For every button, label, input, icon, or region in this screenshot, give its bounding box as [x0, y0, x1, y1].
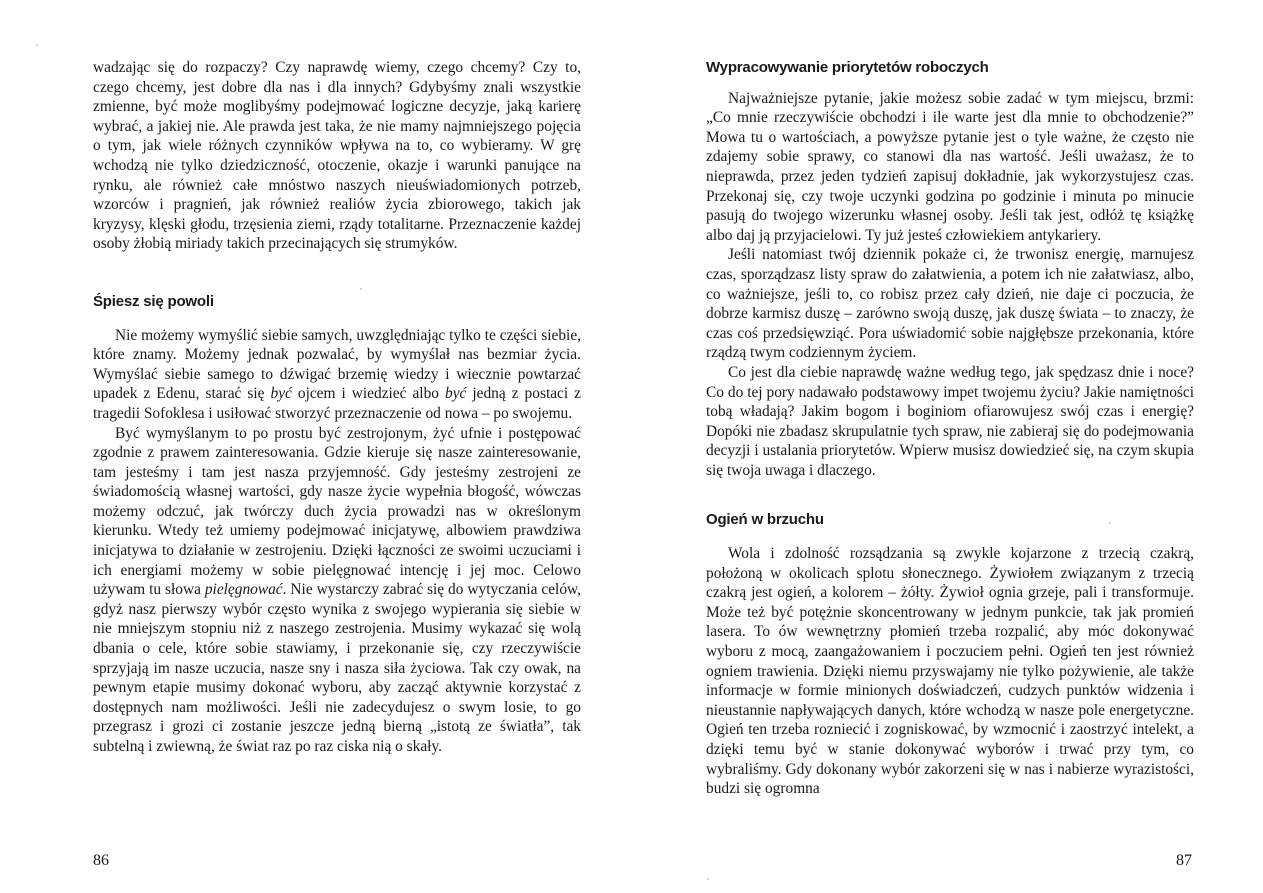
right-paragraph-3: Co jest dla ciebie naprawdę ważne według tego, jak spędzasz dnie i noce? Co do tej pory nadawało podstawowy impet twojemu życiu? Jakie namiętności tobą władają? Jakim bogom i boginiom ofiarowujesz swój czas i energię? Dopóki nie zbadasz skrupulatnie tych spraw, nie zabieraj się do podejmowania decyzji i ustalania priorytetów. Wpierw musisz dowiedzieć się, na czym skupia się twoja uwaga i dlaczego.	[706, 363, 1194, 479]
left-paragraph-2-text-a: Być wymyślanym to po prostu być zestrojonym, żyć ufnie i postępować zgodnie z prawem zainteresowania. Gdzie kieruje się nasze zainteresowanie, tam jesteśmy i tam jest nasza przyjemność. Gdy jesteśmy zestrojeni ze świadomością własnej wartości, gdy nasze życie wypełnia błogość, wówczas możemy odczuć, jak twórczy duch życia prowadzi nas w określonym kierunku. Wtedy też umiemy podejmować inicjatywę, albowiem prawdziwa inicjatywa to działanie w zestrojeniu. Dzięki łączności ze swoimi uczuciami i ich energiami możemy w sobie pielęgnować intencję i jej moc. Celowo używam tu słowa	[93, 424, 581, 599]
scan-speck	[707, 878, 709, 880]
section-heading-wypracowywanie-priorytetow: Wypracowywanie priorytetów roboczych	[706, 59, 989, 76]
page-number-left: 86	[93, 852, 109, 869]
scan-speck	[36, 44, 38, 46]
section-heading-spiesz-sie-powoli: Śpiesz się powoli	[93, 292, 214, 310]
right-paragraph-1: Najważniejsze pytanie, jakie możesz sobie zadać w tym miejscu, brzmi: „Co mnie rzeczywiście obchodzi i ile warte jest dla mnie to obchodzenie?” Mowa tu o wartościach, a powyższe pytanie jest o tyle ważne, że często nie zdajemy sobie sprawy, co stanowi dla nas wartość. Jeśli uważasz, że to nieprawda, przez jeden tydzień zapisuj dokładnie, jak wykorzystujesz czas. Przekonaj się, czy twoje uczynki godzina po godzinie i minuta po minucie pasują do twojego wizerunku własnej osoby. Jeśli tak jest, odłóż tę książkę albo daj ją przyjacielowi. Ty już jesteś człowiekiem antykariery.	[706, 89, 1194, 244]
left-paragraph-1-text-b: ojcem i wiedzieć albo	[291, 385, 445, 403]
right-text-column	[706, 58, 1194, 799]
left-paragraph-1	[93, 326, 581, 424]
left-paragraph-1-text-c: jedną z postaci z tragedii Sofoklesa i usiłować stworzyć przeznaczenie od nowa – po swojemu.	[93, 385, 581, 422]
left-paragraph-2-emphasis: pielęgnować	[204, 581, 283, 599]
left-paragraph-1-emphasis-1: być	[270, 385, 292, 403]
left-text-column	[93, 58, 581, 757]
left-paragraph-1-emphasis-2: być	[445, 385, 467, 403]
left-paragraph-1-text-a: Nie możemy wymyślić siebie samych, uwzględniając tylko te części siebie, które znamy. Możemy jednak pozwalać, by wymyślał nas bezmiar życia. Wymyślać siebie samego to dźwigać brzemię wiedzy i wiecznie powtarzać upadek z Edenu, starać się	[93, 326, 581, 403]
scan-speck	[360, 288, 362, 290]
scan-speck	[1109, 522, 1111, 524]
opening-paragraph: wadzając się do rozpaczy? Czy naprawdę wiemy, czego chcemy? Czy to, czego chcemy, jest dobre dla nas i dla innych? Gdybyśmy znali wszystkie zmienne, być może moglibyśmy podejmować logiczne decyzje, jaką karierę wybrać, a jakiej nie. Ale prawda jest taka, że nie mamy najmniejszego pojęcia o tym, jak wiele różnych czynników wpływa na to, co wybieramy. W grę wchodzą nie tylko dziedziczność, otoczenie, okazje i warunki panujące na rynku, ale również całe mnóstwo naszych nieuświadomionych potrzeb, wzorców i pragnień, jak również realiów życia zbiorowego, takich jak kryzysy, klęski głodu, trzęsienia ziemi, rządy totalitarne. Przeznaczenie każdej osoby żłobią miriady takich przecinających się strumyków.	[93, 59, 581, 253]
right-paragraph-2: Jeśli natomiast twój dziennik pokaże ci, że trwonisz energię, marnujesz czas, sporządzasz listy spraw do załatwienia, a potem ich nie załatwiasz, albo, co ważniejsze, jeśli to, co robisz przez cały dzień, nie daje ci poczucia, że dobrze karmisz duszę – zarówno swoją duszę, jak duszę świata – to znaczy, że czas coś przedsięwziąć. Pora uświadomić sobie najgłębsze przekonania, które rządzą twym codziennym życiem.	[706, 246, 1194, 362]
right-page	[631, 0, 1263, 893]
left-paragraph-2-text-b: . Nie wystarczy zabrać się do wytyczania celów, gdyż nasz pierwszy wybór często wynika z swojego wypierania się siebie w nie mniejszym stopniu niż z naszego zestrojenia. Musimy wykazać się wolą dbania o cele, które sobie stawiamy, i przekonanie się, czy rzeczywiście sprzyjają im nasze uczucia, nasze sny i nasza siła życiowa. Tak czy owak, na pewnym etapie musimy dokonać wyboru, aby zacząć aktywnie korzystać z dostępnych nam możliwości. Jeśli nie zadecydujesz o swym losie, to go przegrasz i grozi ci zostanie jeszcze jedną bierną „istotą ze światła”, tak subtelną i zwiewną, że świat raz po raz ciska nią o skały.	[93, 581, 581, 755]
left-paragraph-2	[93, 424, 581, 757]
right-paragraph-4: Wola i zdolność rozsądzania są zwykle kojarzone z trzecią czakrą, położoną w okolicach splotu słonecznego. Żywiołem związanym z trzecią czakrą jest ogień, a kolorem – żółty. Żywioł ognia grzeje, pali i transformuje. Może też być potężnie skoncentrowany w jednym punkcie, tak jak promień lasera. To ów wewnętrzny płomień trzeba rozpalić, aby móc dokonywać wyboru z mocą, zaangażowaniem i poczuciem pełni. Ogień ten jest również ogniem trawienia. Dzięki niemu przyswajamy nie tylko pożywienie, ale także informacje w formie minionych doświadczeń, cudzych punktów widzenia i nieustannie napływających danych, które wchodzą w nasze pole energetyczne. Ogień ten trzeba rozniecić i zogniskować, by wzmocnić i zaostrzyć intelekt, a dzięki temu być w stanie dokonywać wyborów i trwać przy tym, co wybraliśmy. Gdy dokonany wybór zakorzeni się w nas i nabierze wyrazistości, budzi się ogromna	[706, 545, 1194, 798]
left-page	[0, 0, 631, 893]
section-heading-ogien-w-brzuchu: Ogień w brzuchu	[706, 511, 824, 529]
page-number-right: 87	[1176, 852, 1192, 869]
